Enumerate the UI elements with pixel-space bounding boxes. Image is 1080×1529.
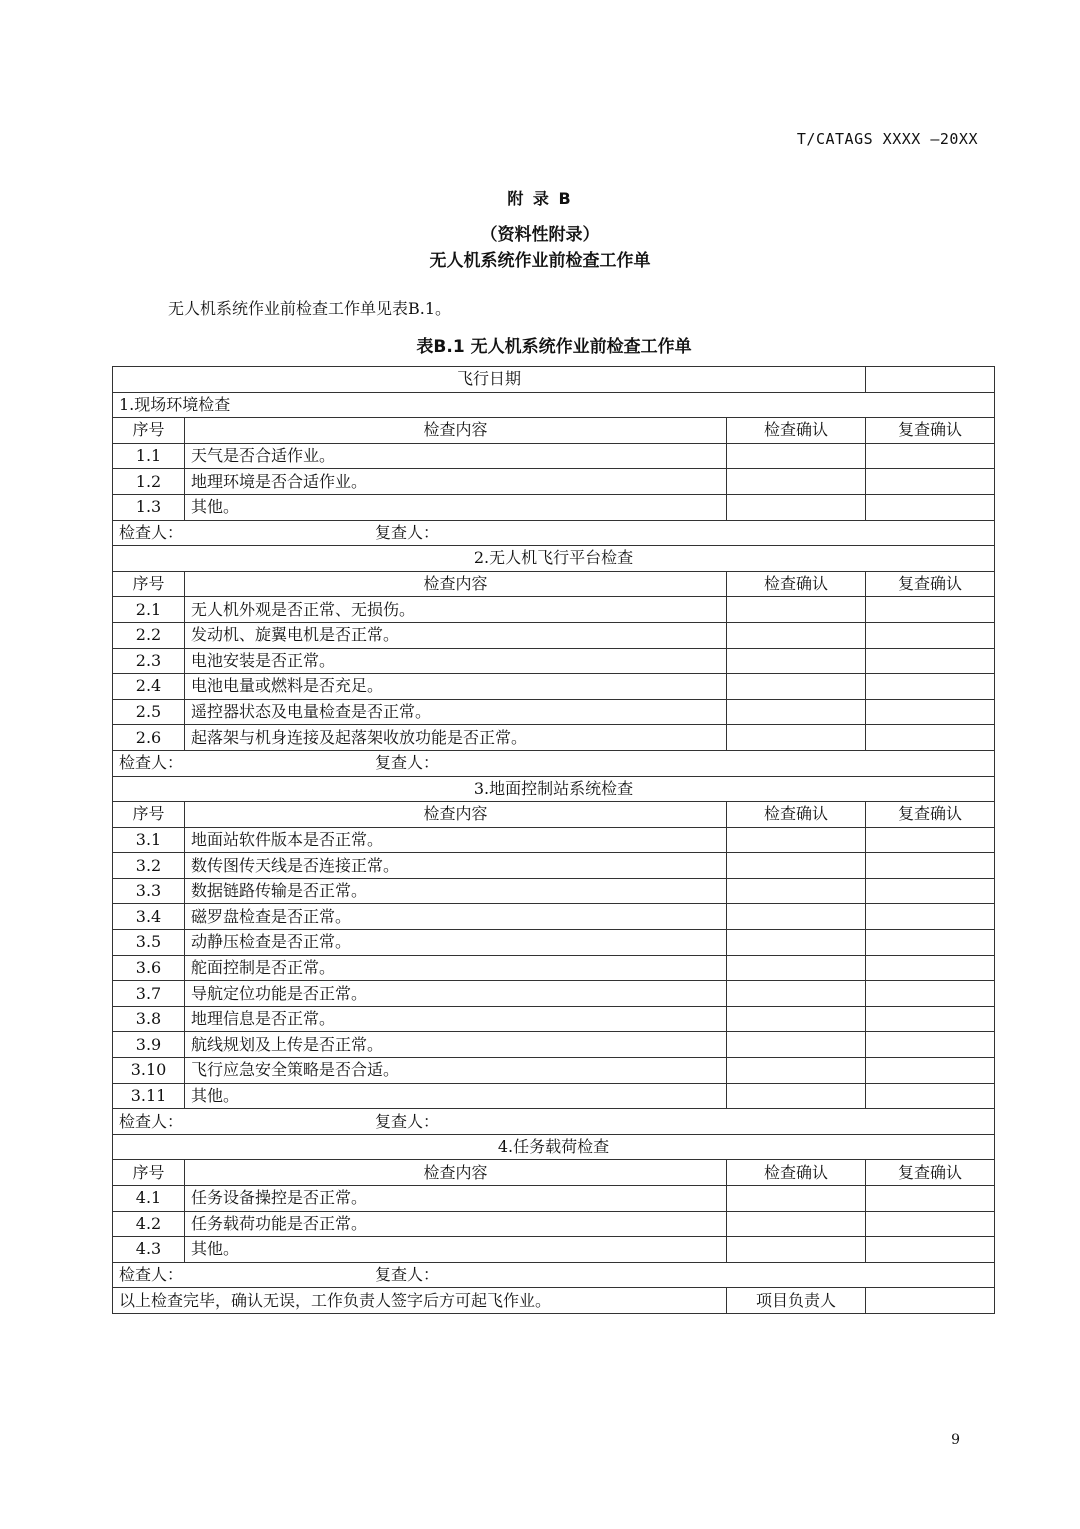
footer-row [113,1288,995,1314]
recheck-confirm-cell[interactable] [866,622,995,648]
table-row [113,827,995,853]
check-confirm-cell[interactable] [727,1083,866,1109]
item-seq: 1.2 [113,469,185,495]
col-seq-header: 序号 [113,1160,185,1186]
section-title-row [113,392,995,418]
check-confirm-cell[interactable] [727,930,866,956]
rechecker-label: 复查人： [375,753,440,773]
recheck-confirm-cell[interactable] [866,1237,995,1263]
check-confirm-cell[interactable] [727,1032,866,1058]
signer-cell[interactable] [113,520,995,546]
recheck-confirm-cell[interactable] [866,1032,995,1058]
rechecker-label: 复查人： [375,1111,440,1131]
recheck-confirm-cell[interactable] [866,1006,995,1032]
intro-text: 无人机系统作业前检查工作单见表B.1。 [168,299,452,318]
col-check-header: 检查确认 [727,1160,866,1186]
item-content: 电池安装是否正常。 [185,648,727,674]
table-row [113,904,995,930]
table-row [113,930,995,956]
check-confirm-cell[interactable] [727,674,866,700]
item-content: 其他。 [185,494,727,520]
recheck-confirm-cell[interactable] [866,1211,995,1237]
checker-label: 检查人： [119,522,184,542]
checker-label: 检查人： [119,1265,184,1285]
col-content-header: 检查内容 [185,418,727,444]
table-row [113,648,995,674]
section-title-row [113,1134,995,1160]
check-confirm-cell[interactable] [727,904,866,930]
item-content: 其他。 [185,1237,727,1263]
table-row [113,1211,995,1237]
col-recheck-header: 复查确认 [866,418,995,444]
item-seq: 1.3 [113,494,185,520]
item-seq: 2.4 [113,674,185,700]
signer-row [113,520,995,546]
check-confirm-cell[interactable] [727,699,866,725]
item-seq: 3.1 [113,827,185,853]
recheck-confirm-cell[interactable] [866,878,995,904]
checker-label: 检查人： [119,1111,184,1131]
item-seq: 2.1 [113,597,185,623]
col-seq-header: 序号 [113,418,185,444]
recheck-confirm-cell[interactable] [866,853,995,879]
column-header-row [113,571,995,597]
footer-text: 以上检查完毕，确认无误，工作负责人签字后方可起飞作业。 [113,1288,727,1314]
item-content: 地面站软件版本是否正常。 [185,827,727,853]
column-header-row [113,802,995,828]
col-content-header: 检查内容 [185,1160,727,1186]
table-row [113,699,995,725]
recheck-confirm-cell[interactable] [866,1083,995,1109]
signer-cell[interactable] [113,750,995,776]
item-content: 天气是否合适作业。 [185,443,727,469]
signer-cell[interactable] [113,1109,995,1135]
table-row [113,674,995,700]
table-row [113,878,995,904]
item-seq: 3.6 [113,955,185,981]
item-content: 电池电量或燃料是否充足。 [185,674,727,700]
signer-row [113,1109,995,1135]
item-content: 数传图传天线是否连接正常。 [185,853,727,879]
recheck-confirm-cell[interactable] [866,904,995,930]
standard-code: T/CATAGS XXXX —20XX [796,130,978,148]
item-seq: 1.1 [113,443,185,469]
table-row [113,443,995,469]
table-row [113,1083,995,1109]
flight-date-field[interactable] [866,367,995,393]
check-confirm-cell[interactable] [727,827,866,853]
check-confirm-cell[interactable] [727,494,866,520]
check-confirm-cell[interactable] [727,443,866,469]
recheck-confirm-cell[interactable] [866,494,995,520]
recheck-confirm-cell[interactable] [866,597,995,623]
item-seq: 3.11 [113,1083,185,1109]
recheck-confirm-cell[interactable] [866,674,995,700]
col-check-header: 检查确认 [727,418,866,444]
item-content: 动静压检查是否正常。 [185,930,727,956]
col-seq-header: 序号 [113,571,185,597]
recheck-confirm-cell[interactable] [866,827,995,853]
item-seq: 4.1 [113,1186,185,1212]
table-row [113,597,995,623]
item-content: 舵面控制是否正常。 [185,955,727,981]
signer-row [113,1262,995,1288]
table-row [113,1032,995,1058]
flight-date-label: 飞行日期 [113,367,866,393]
flight-date-row [113,367,995,393]
signer-cell[interactable] [113,1262,995,1288]
item-content: 发动机、旋翼电机是否正常。 [185,622,727,648]
check-confirm-cell[interactable] [727,1058,866,1084]
item-seq: 3.5 [113,930,185,956]
item-content: 任务载荷功能是否正常。 [185,1211,727,1237]
table-row [113,622,995,648]
col-recheck-header: 复查确认 [866,802,995,828]
item-content: 无人机外观是否正常、无损伤。 [185,597,727,623]
item-seq: 2.3 [113,648,185,674]
check-confirm-cell[interactable] [727,1211,866,1237]
project-lead-signature-field[interactable] [866,1288,995,1314]
item-seq: 3.8 [113,1006,185,1032]
item-content: 任务设备操控是否正常。 [185,1186,727,1212]
project-lead-label: 项目负责人 [727,1288,866,1314]
check-confirm-cell[interactable] [727,1006,866,1032]
table-row [113,1006,995,1032]
item-seq: 3.10 [113,1058,185,1084]
check-confirm-cell[interactable] [727,1237,866,1263]
item-seq: 4.3 [113,1237,185,1263]
item-seq: 2.2 [113,622,185,648]
item-content: 其他。 [185,1083,727,1109]
section-title: 1.现场环境检查 [113,392,995,418]
item-content: 飞行应急安全策略是否合适。 [185,1058,727,1084]
recheck-confirm-cell[interactable] [866,955,995,981]
table-row [113,1186,995,1212]
check-confirm-cell[interactable] [727,622,866,648]
item-content: 数据链路传输是否正常。 [185,878,727,904]
table-row [113,1237,995,1263]
recheck-confirm-cell[interactable] [866,1186,995,1212]
col-content-header: 检查内容 [185,571,727,597]
column-header-row [113,1160,995,1186]
appendix-title: 无人机系统作业前检查工作单 [429,251,651,271]
section-title: 3.地面控制站系统检查 [113,776,995,802]
item-content: 磁罗盘检查是否正常。 [185,904,727,930]
column-header-row [113,418,995,444]
checklist-table [112,366,995,1314]
check-confirm-cell[interactable] [727,955,866,981]
recheck-confirm-cell[interactable] [866,725,995,751]
rechecker-label: 复查人： [375,1265,440,1285]
item-seq: 2.5 [113,699,185,725]
appendix-label: 附 录 B [507,189,573,208]
item-seq: 3.4 [113,904,185,930]
check-confirm-cell[interactable] [727,878,866,904]
check-confirm-cell[interactable] [727,597,866,623]
table-row [113,1058,995,1084]
recheck-confirm-cell[interactable] [866,981,995,1007]
section-title-row [113,776,995,802]
checker-label: 检查人： [119,753,184,773]
page-number: 9 [951,1432,960,1448]
item-seq: 3.7 [113,981,185,1007]
item-content: 地理信息是否正常。 [185,1006,727,1032]
col-check-header: 检查确认 [727,802,866,828]
appendix-type: （资料性附录） [480,225,600,245]
recheck-confirm-cell[interactable] [866,930,995,956]
item-content: 航线规划及上传是否正常。 [185,1032,727,1058]
check-confirm-cell[interactable] [727,981,866,1007]
item-content: 遥控器状态及电量检查是否正常。 [185,699,727,725]
col-seq-header: 序号 [113,802,185,828]
check-confirm-cell[interactable] [727,1186,866,1212]
section-title: 4.任务载荷检查 [113,1134,995,1160]
item-content: 起落架与机身连接及起落架收放功能是否正常。 [185,725,727,751]
table-row [113,725,995,751]
check-confirm-cell[interactable] [727,853,866,879]
item-seq: 2.6 [113,725,185,751]
section-title-row [113,546,995,572]
check-confirm-cell[interactable] [727,469,866,495]
col-recheck-header: 复查确认 [866,1160,995,1186]
check-confirm-cell[interactable] [727,725,866,751]
item-content: 地理环境是否合适作业。 [185,469,727,495]
section-title: 2.无人机飞行平台检查 [113,546,995,572]
col-recheck-header: 复查确认 [866,571,995,597]
col-check-header: 检查确认 [727,571,866,597]
recheck-confirm-cell[interactable] [866,699,995,725]
signer-row [113,750,995,776]
table-row [113,469,995,495]
col-content-header: 检查内容 [185,802,727,828]
table-row [113,981,995,1007]
table-row [113,853,995,879]
item-seq: 3.2 [113,853,185,879]
table-title: 表B.1 无人机系统作业前检查工作单 [416,337,692,357]
recheck-confirm-cell[interactable] [866,443,995,469]
table-row [113,955,995,981]
recheck-confirm-cell[interactable] [866,648,995,674]
recheck-confirm-cell[interactable] [866,469,995,495]
item-content: 导航定位功能是否正常。 [185,981,727,1007]
item-seq: 4.2 [113,1211,185,1237]
recheck-confirm-cell[interactable] [866,1058,995,1084]
check-confirm-cell[interactable] [727,648,866,674]
table-row [113,494,995,520]
rechecker-label: 复查人： [375,522,440,542]
item-seq: 3.9 [113,1032,185,1058]
item-seq: 3.3 [113,878,185,904]
